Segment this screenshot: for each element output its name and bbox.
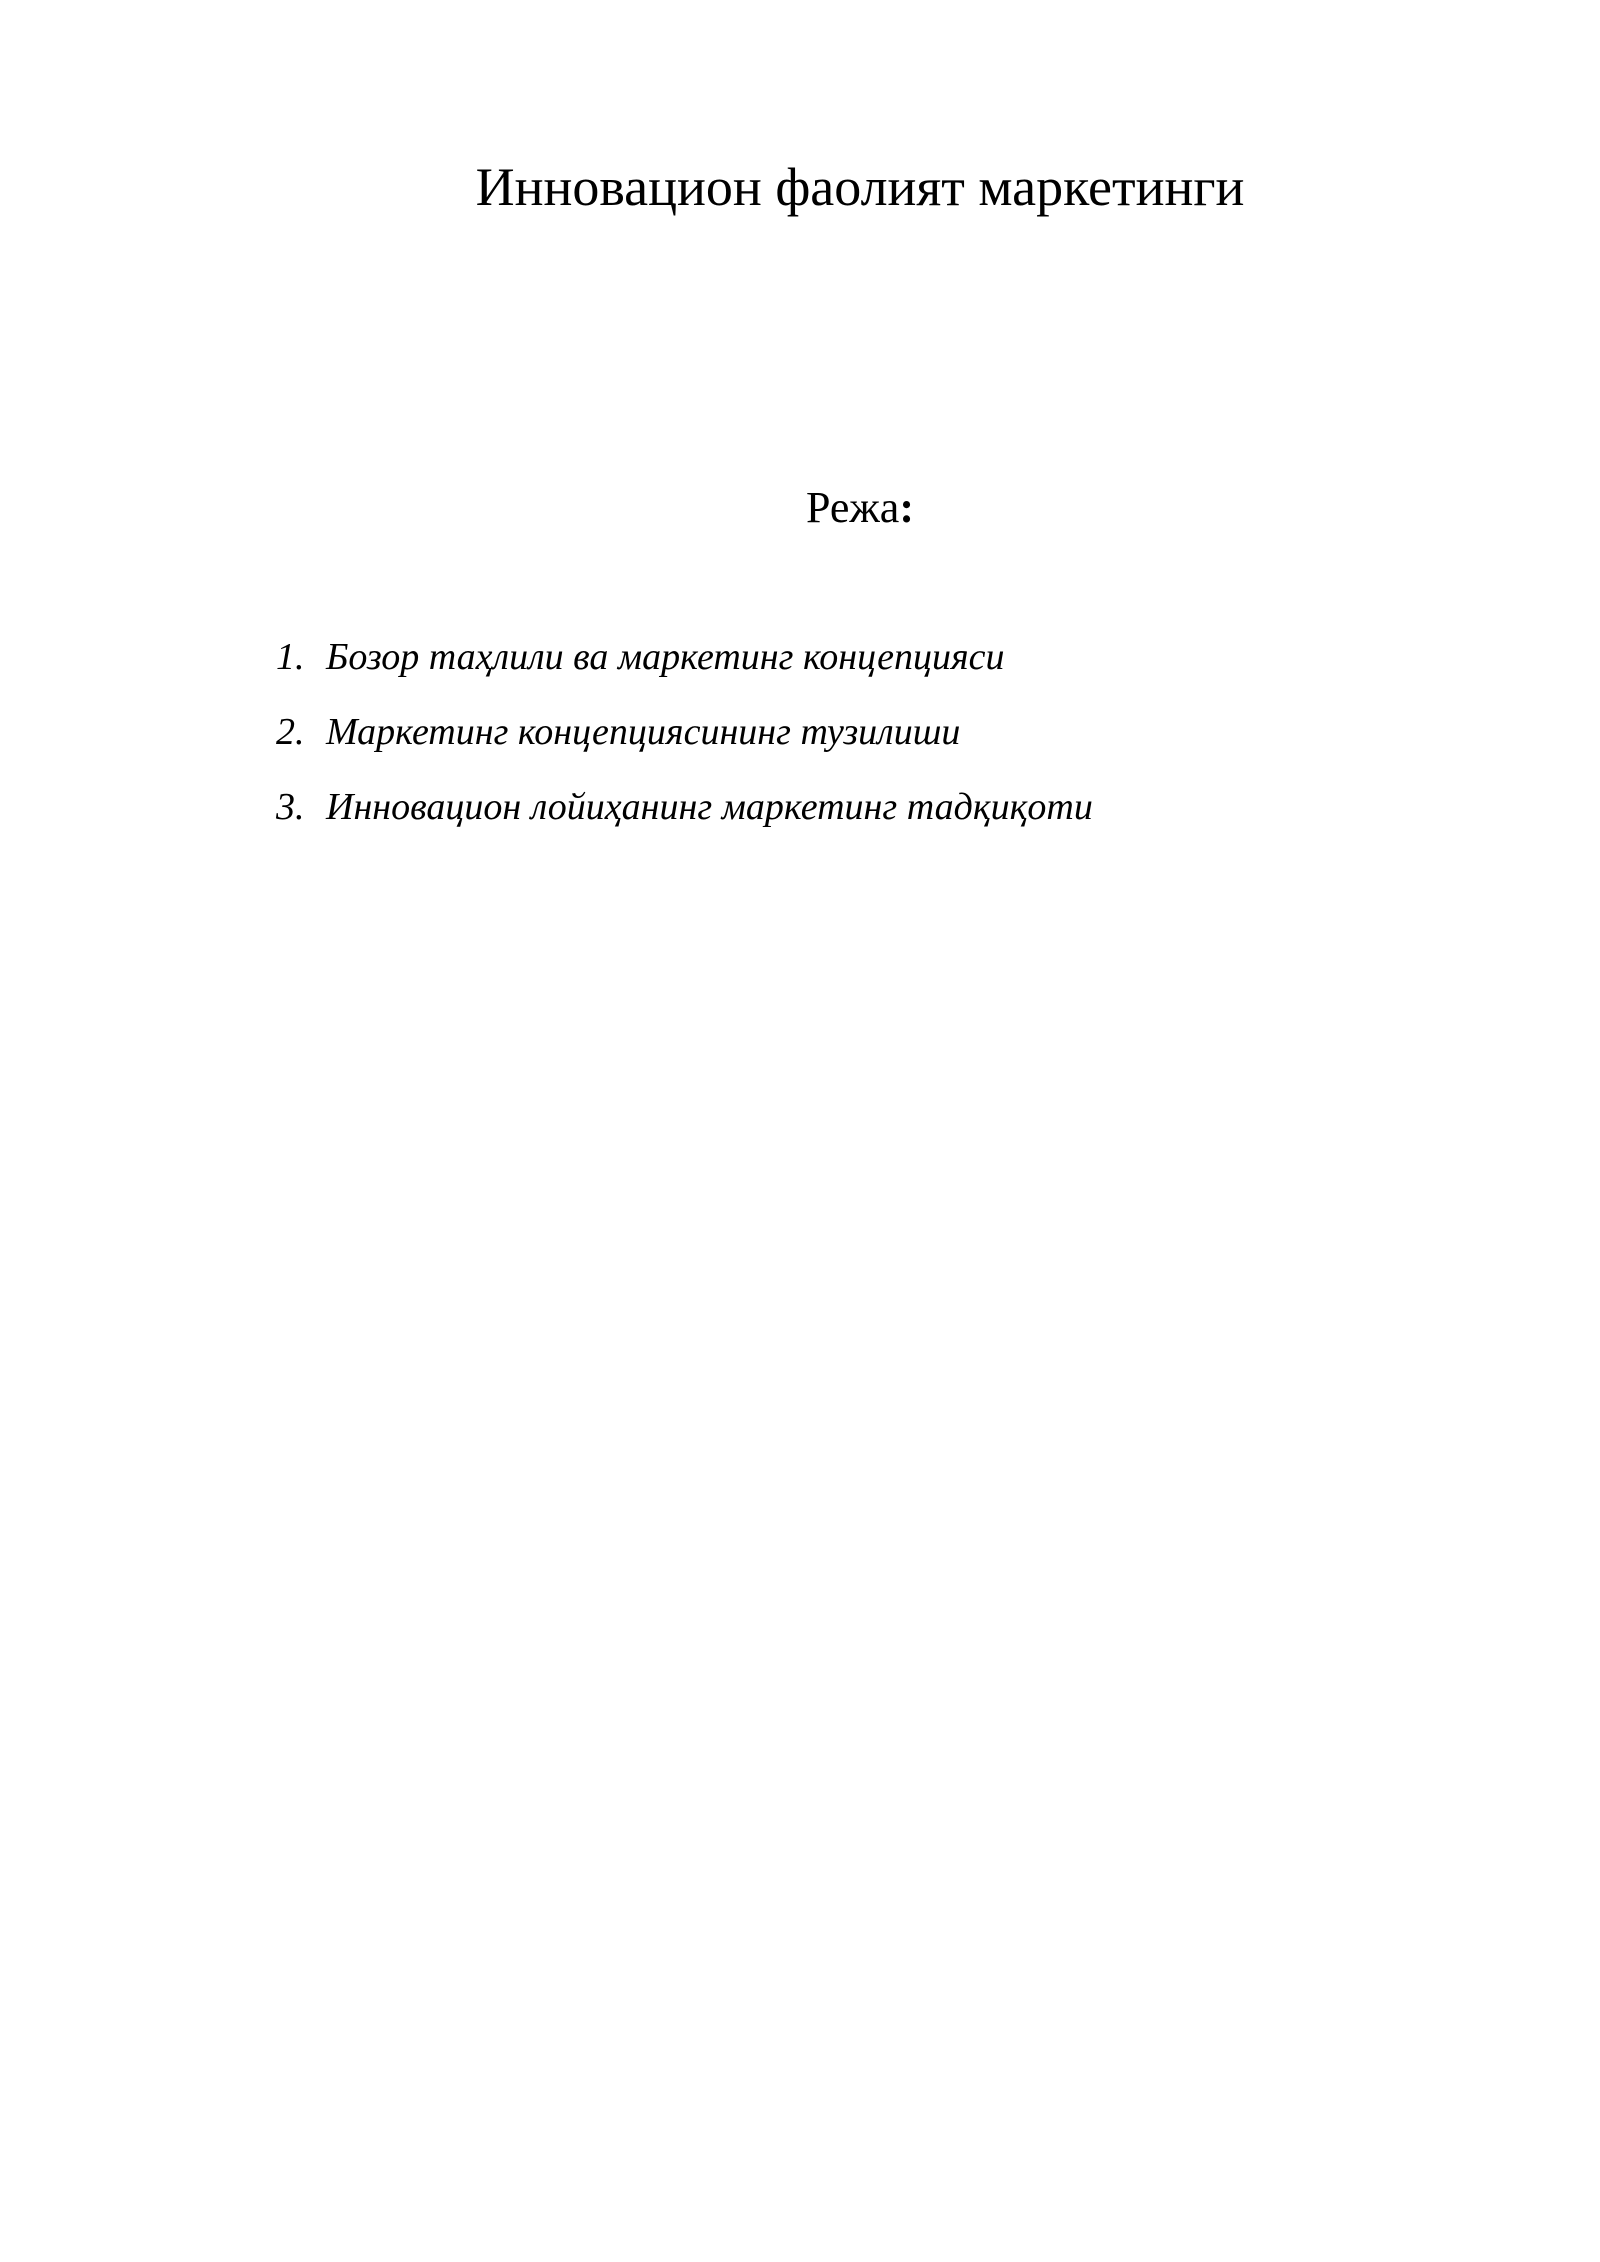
plan-item-2 <box>276 695 1093 770</box>
plan-item-3 <box>276 770 1093 845</box>
plan-item-text: Маркетинг концепциясининг тузилиши <box>326 711 961 753</box>
plan-item-1 <box>276 620 1093 695</box>
plan-item-number: 3. <box>276 786 305 828</box>
plan-item-number: 2. <box>276 711 305 753</box>
plan-item-text: Инновацион лойиҳанинг маркетинг тадқиқоти <box>326 786 1093 828</box>
plan-item-text: Бозор таҳлили ва маркетинг концепцияси <box>326 636 1005 678</box>
plan-heading-colon: : <box>899 483 914 532</box>
plan-item-number: 1. <box>276 636 305 678</box>
plan-list <box>276 620 1093 845</box>
plan-heading <box>0 478 1600 538</box>
plan-heading-text: Режа <box>805 483 900 532</box>
document-title: Инновацион фаолият маркетинги <box>475 157 1245 217</box>
